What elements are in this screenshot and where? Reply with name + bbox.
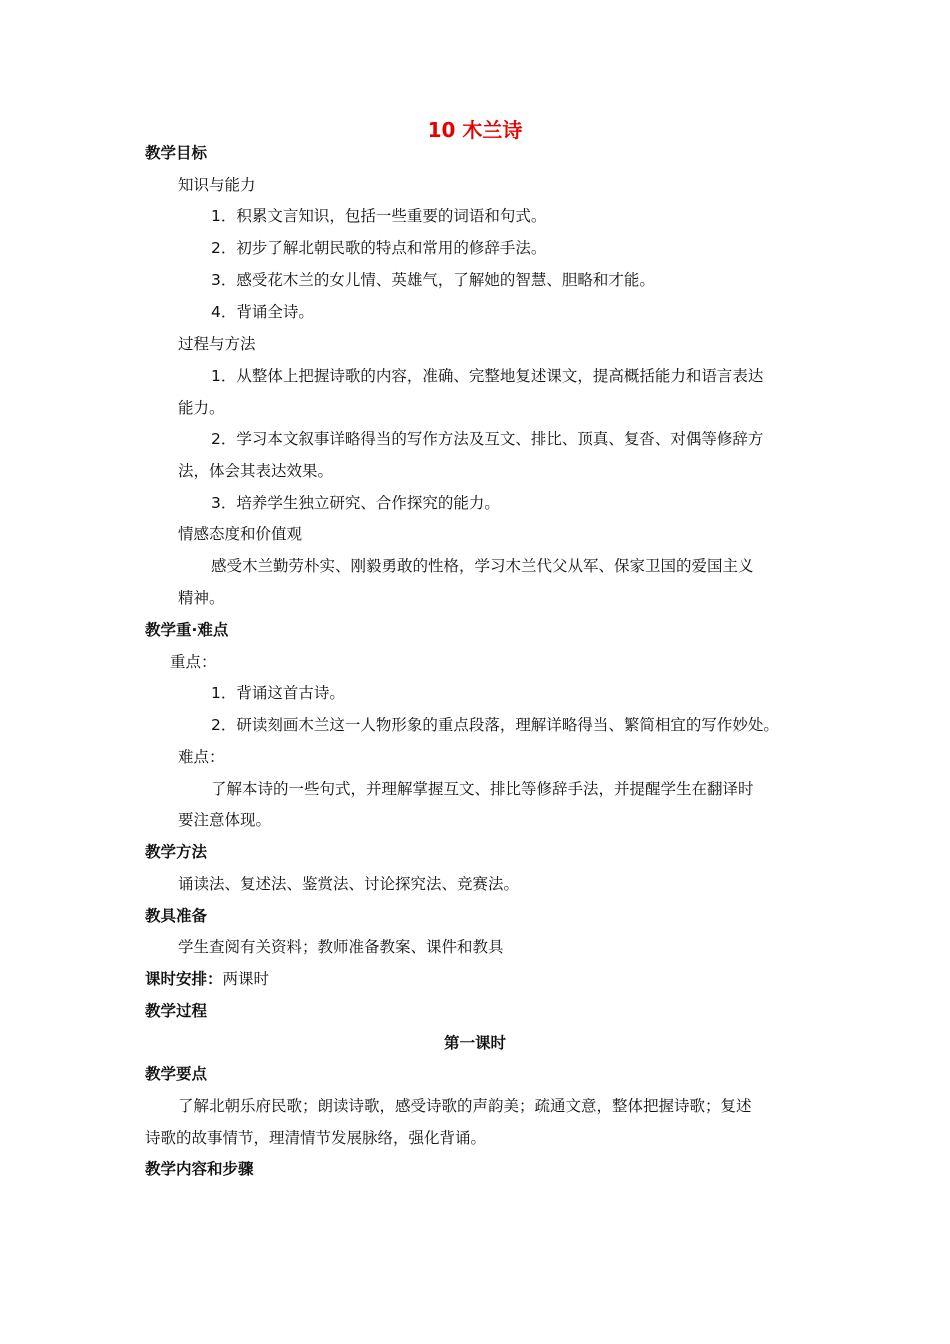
process-item: 3．培养学生独立研究、合作探究的能力。	[211, 494, 500, 512]
difficult-label: 难点：	[178, 748, 225, 766]
key-points-text-continuation: 诗歌的故事情节，理清情节发展脉络，强化背诵。	[145, 1129, 487, 1147]
emotion-text: 感受木兰勤劳朴实、刚毅勇敢的性格，学习木兰代父从军、保家卫国的爱国主义	[211, 557, 754, 575]
knowledge-item: 1．积累文言知识，包括一些重要的词语和句式。	[211, 207, 547, 225]
knowledge-item: 4．背诵全诗。	[211, 303, 314, 321]
emotion-text-continuation: 精神。	[178, 589, 225, 607]
process-item-continuation: 能力。	[178, 399, 225, 417]
method-text: 诵读法、复述法、鉴赏法、讨论探究法、竞赛法。	[178, 875, 520, 893]
key-difficult-heading: 教学重·难点	[145, 621, 229, 639]
content-steps-heading: 教学内容和步骤	[145, 1160, 254, 1178]
process-item-continuation: 法，体会其表达效果。	[178, 462, 334, 480]
method-heading: 教学方法	[145, 843, 208, 861]
teaching-process-heading: 教学过程	[145, 1002, 208, 1020]
process-heading: 过程与方法	[178, 335, 256, 353]
knowledge-heading: 知识与能力	[178, 176, 256, 194]
key-item: 1．背诵这首古诗。	[211, 684, 345, 702]
key-points-text: 了解北朝乐府民歌；朗读诗歌，感受诗歌的声韵美；疏通文意，整体把握诗歌；复述	[178, 1097, 752, 1115]
knowledge-item: 2．初步了解北朝民歌的特点和常用的修辞手法。	[211, 239, 547, 257]
emotion-heading: 情感态度和价值观	[178, 525, 303, 543]
process-item: 1．从整体上把握诗歌的内容，准确、完整地复述课文，提高概括能力和语言表达	[211, 367, 764, 385]
key-label: 重点：	[170, 653, 217, 671]
class-hours	[145, 969, 269, 989]
difficult-text: 了解本诗的一些句式，并理解掌握互文、排比等修辞手法，并提醒学生在翻译时	[211, 780, 754, 798]
class-hours-value: 两课时	[222, 970, 270, 988]
difficult-text-continuation: 要注意体现。	[178, 811, 272, 829]
lesson-one-heading: 第一课时	[443, 1034, 506, 1052]
objectives-heading: 教学目标	[145, 144, 208, 162]
key-item: 2．研读刻画木兰这一人物形象的重点段落，理解详略得当、繁简相宜的写作妙处。	[211, 716, 779, 734]
class-hours-label: 课时安排：	[145, 970, 223, 988]
tools-heading: 教具准备	[145, 907, 208, 925]
tools-text: 学生查阅有关资料；教师准备教案、课件和教具	[178, 938, 504, 956]
knowledge-item: 3．感受花木兰的女儿情、英雄气，了解她的智慧、胆略和才能。	[211, 271, 655, 289]
key-points-heading: 教学要点	[145, 1065, 208, 1083]
process-item: 2．学习本文叙事详略得当的写作方法及互文、排比、顶真、复沓、对偶等修辞方	[211, 430, 764, 448]
document-title: 10 木兰诗	[427, 118, 523, 142]
